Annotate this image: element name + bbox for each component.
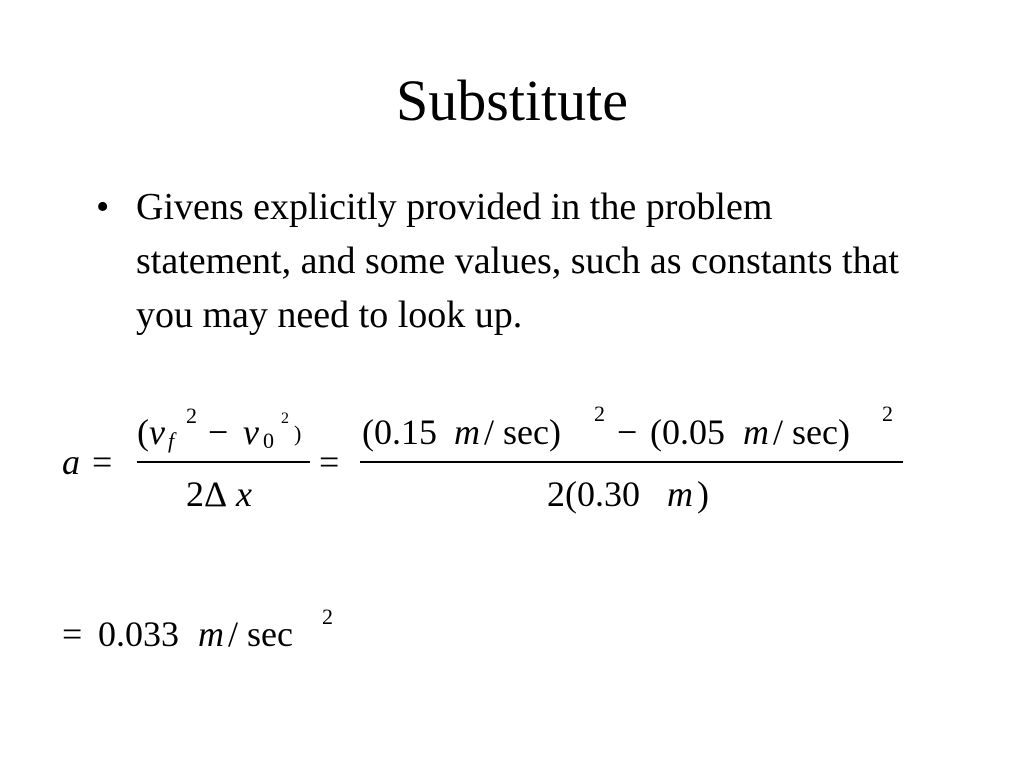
result-unit-sec: / sec xyxy=(228,614,293,654)
frac1-subscript-f: f xyxy=(168,428,175,453)
frac1-subscript-0: 0 xyxy=(263,428,274,453)
frac1-open-paren: ( xyxy=(137,412,149,452)
eq-equals-sign: = xyxy=(92,442,113,482)
frac2-term1-superscript: 2 xyxy=(594,401,605,426)
slide-title: Substitute xyxy=(395,68,629,133)
frac1-close-paren: ) xyxy=(294,421,302,446)
result-superscript: 2 xyxy=(322,604,333,629)
frac2-minus-sign: − xyxy=(617,412,638,452)
frac1-superscript-1: 2 xyxy=(186,403,197,428)
result-unit-m: m xyxy=(198,614,224,654)
frac2-term2-unit-sec: / sec) xyxy=(773,412,850,452)
frac2-term1-value: (0.15 xyxy=(362,412,437,452)
bullet-text: Givens explicitly provided in the problem statement, and some values, such as constants that you may need to look up. xyxy=(136,186,899,336)
frac2-term1-unit-m: m xyxy=(454,412,480,452)
frac1-velocity-final: v xyxy=(149,412,165,452)
frac1-superscript-2: 2 xyxy=(281,410,289,427)
frac2-denominator-close-paren: ) xyxy=(697,474,709,514)
frac2-denominator-value: 2(0.30 xyxy=(547,474,640,514)
frac1-velocity-initial: v xyxy=(243,412,259,452)
frac1-denominator-coefficient: 2Δ xyxy=(186,474,228,514)
result-equals-sign: = xyxy=(62,614,83,654)
frac1-minus-sign: − xyxy=(208,412,229,452)
eq-equals-sign-2: = xyxy=(319,442,340,482)
eq-lhs-variable: a xyxy=(62,442,80,482)
frac1-denominator-variable: x xyxy=(236,474,252,514)
frac2-term1-unit-sec: / sec) xyxy=(484,412,561,452)
bullet-marker: • xyxy=(96,186,110,228)
result-value: 0.033 xyxy=(98,614,179,654)
frac2-term2-value: (0.05 xyxy=(650,412,725,452)
frac2-term2-superscript: 2 xyxy=(882,401,893,426)
frac2-denominator-unit-m: m xyxy=(667,474,693,514)
frac2-term2-unit-m: m xyxy=(743,412,769,452)
